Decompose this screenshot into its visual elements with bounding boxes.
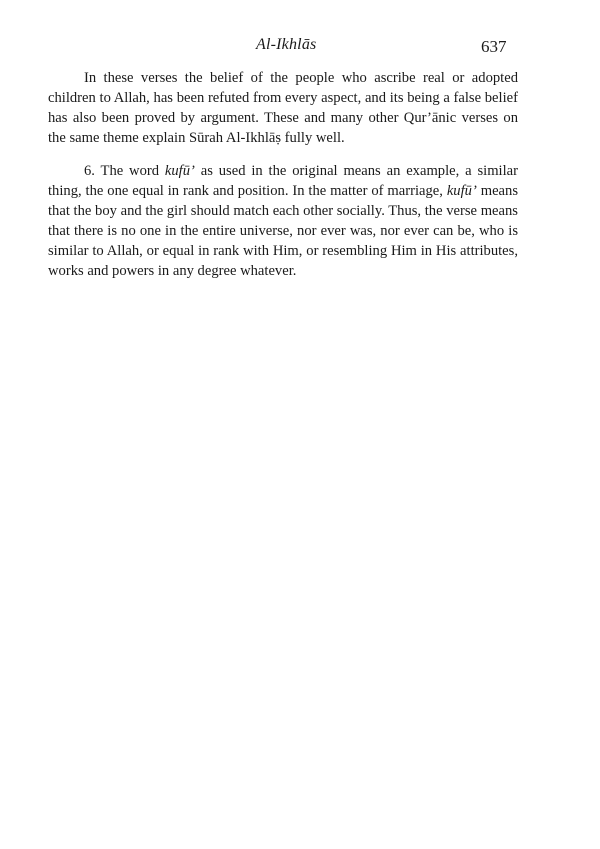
paragraph-2-text-2: as used in the original means an example, a similar thing, the one equal in rank and position. In the matter of marriage, [48,163,518,199]
paragraph-2-text-3: means that the boy and the girl should match each other socially. Thus, the verse means that there is no one in the entire universe, nor ever was, nor ever can be, who is similar to Allah, or equal in rank with Him, or resembling Him in His attributes, works and powers in any degree whatever. [48,183,518,279]
running-head-title: Al-Ikhlās [256,36,317,53]
page-number: 637 [481,37,507,56]
body-text [48,68,518,294]
paragraph-1 [48,68,518,148]
paragraph-1-text: In these verses the belief of the people who ascribe real or adopted children to Allah, has been refuted from every aspect, and its being a false belief has also been proved by argument. These and many other Qur’ānic verses on the same theme explain Sūrah Al-Ikhlāṣ fully well. [48,70,518,146]
term-kufu: kufū’ [446,183,477,199]
term-kufu: kufū’ [164,163,195,179]
paragraph-2-text-1: 6. The word [84,163,165,179]
paragraph-2 [48,161,518,281]
